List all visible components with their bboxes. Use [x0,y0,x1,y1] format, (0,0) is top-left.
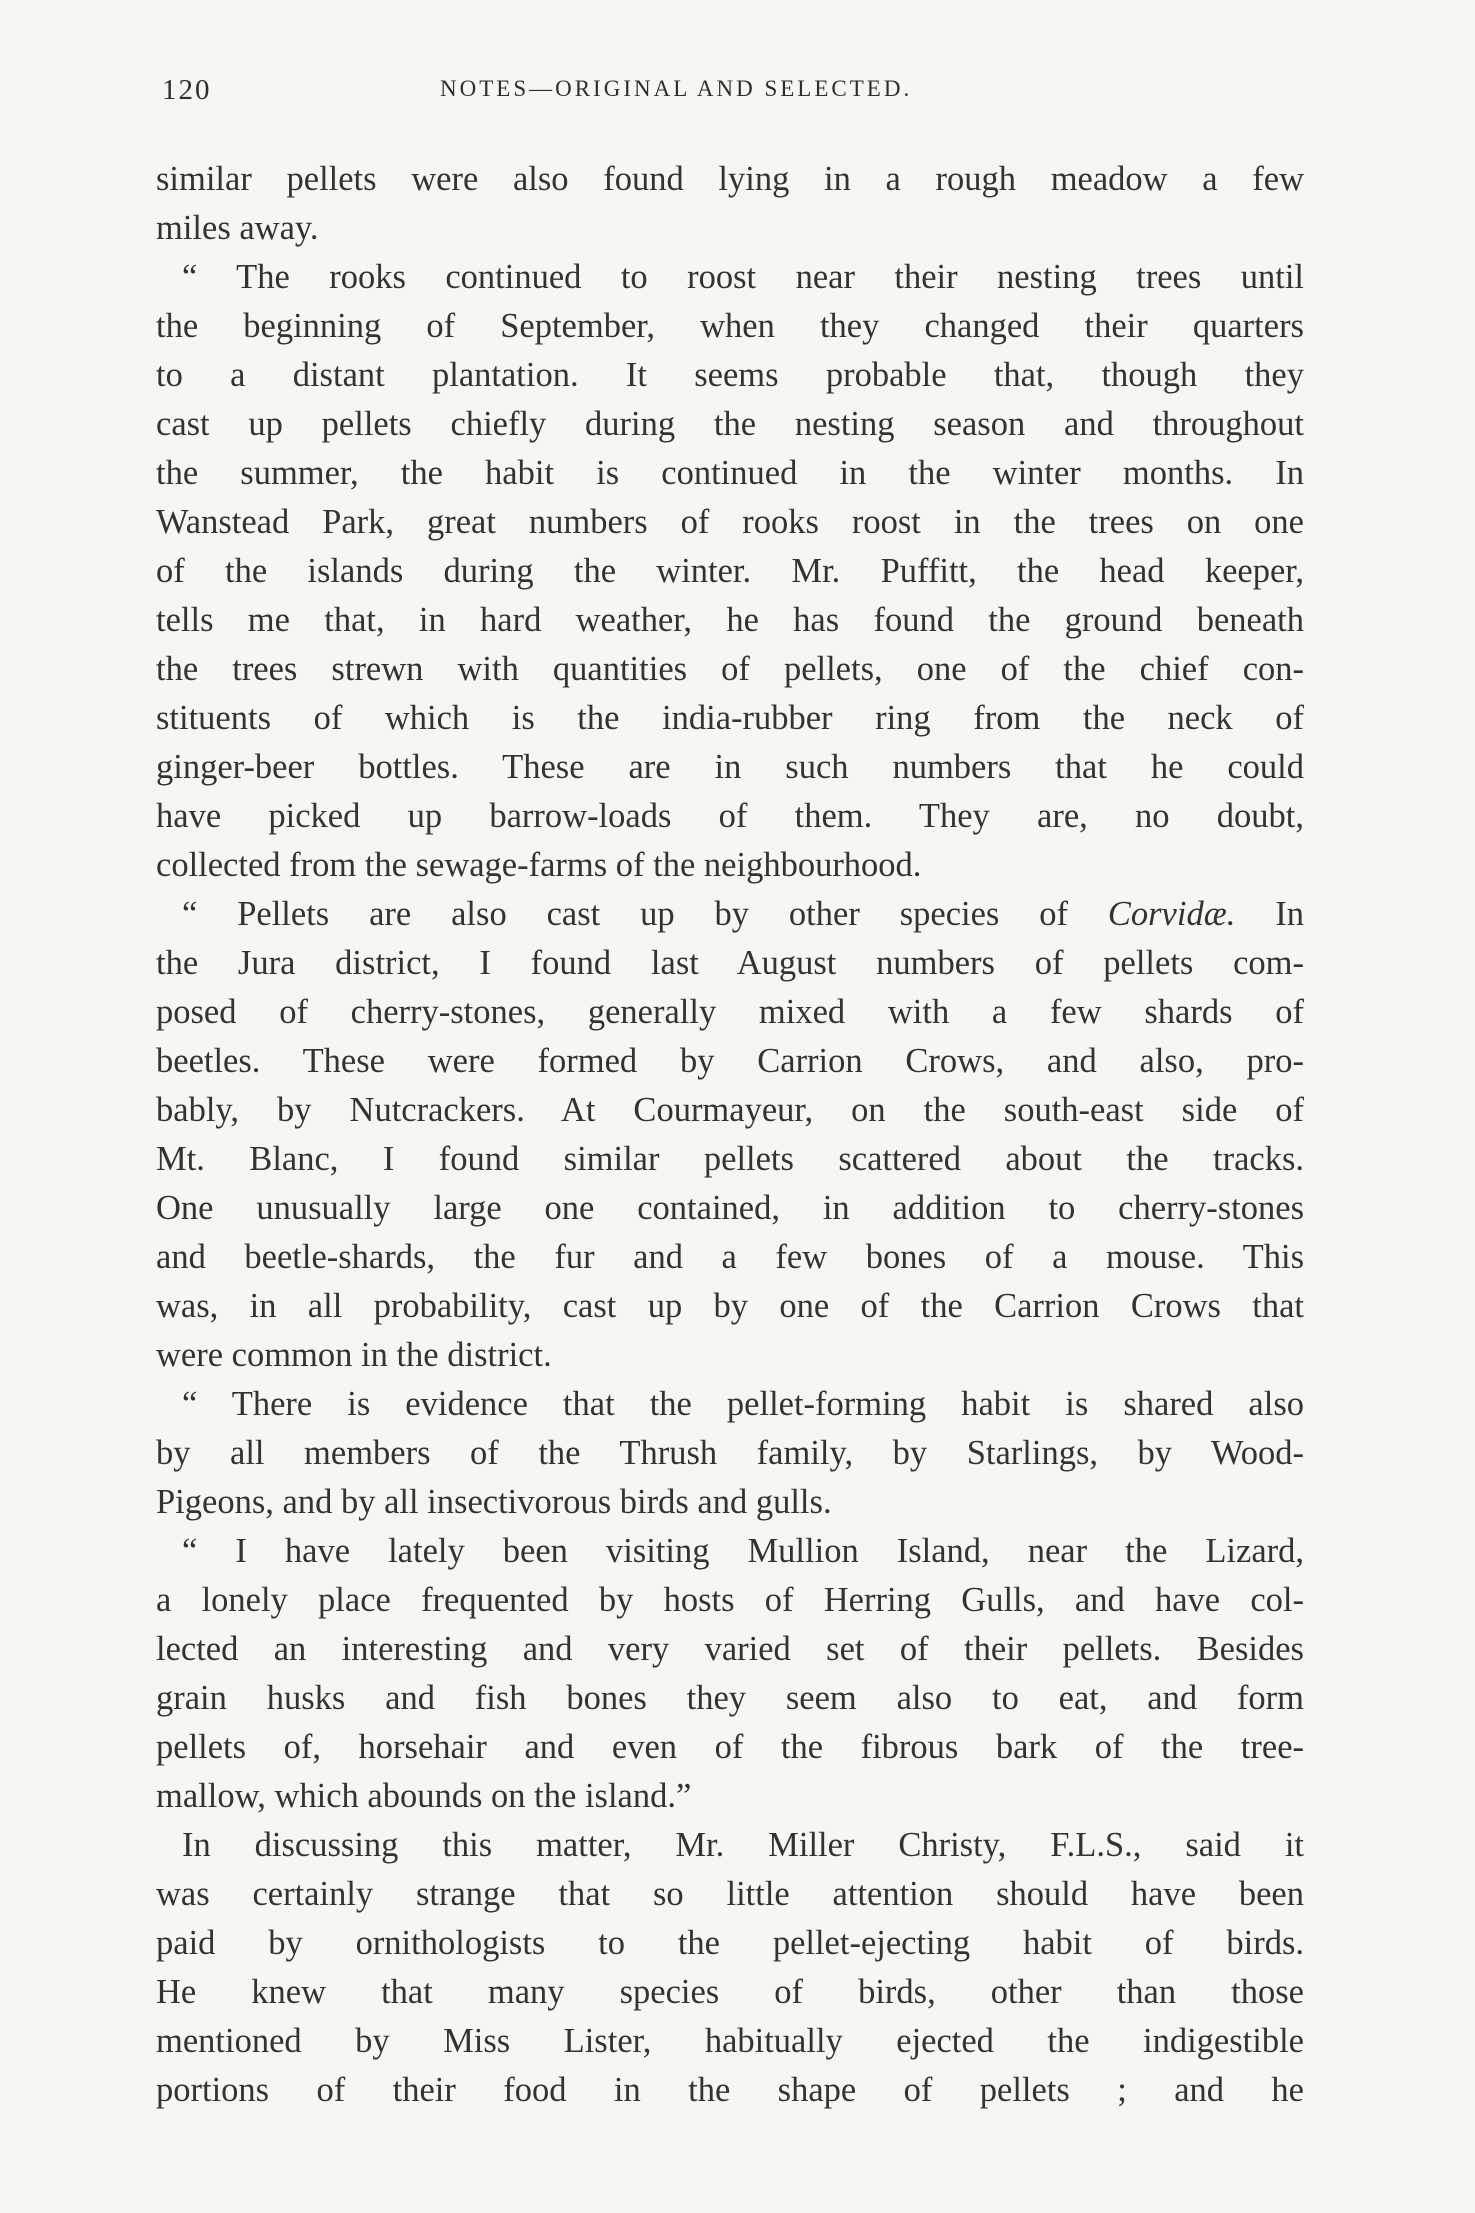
text-line: “ I have lately been visiting Mullion Island, near the Lizard, [182,1532,1304,1570]
text-line: grain husks and fish bones they seem also to eat, and form [156,1679,1304,1717]
text-line: similar pellets were also found lying in a rough meadow a few [156,160,1304,198]
text-line: the trees strewn with quantities of pellets, one of the chief con- [156,650,1304,688]
text-line: have picked up barrow-loads of them. They are, no doubt, [156,797,1304,835]
text-line: by all members of the Thrush family, by Starlings, by Wood- [156,1434,1304,1472]
text-line: the beginning of September, when they changed their quarters [156,307,1304,345]
text-line: was certainly strange that so little attention should have been [156,1875,1304,1913]
text-line: miles away. [156,209,319,247]
text-segment: “ Pellets are also cast up by other species of [182,895,1108,933]
text-line: tells me that, in hard weather, he has found the ground beneath [156,601,1304,639]
text-segment: In [1235,895,1304,933]
paragraph-6 [156,1821,1304,2115]
paragraph-3 [156,890,1304,1380]
text-line: the Jura district, I found last August numbers of pellets com- [156,944,1304,982]
text-line: collected from the sewage-farms of the neighbourhood. [156,846,922,884]
paragraph-5 [156,1527,1304,1821]
text-line: stituents of which is the india-rubber ring from the neck of [156,699,1304,737]
text-line: mentioned by Miss Lister, habitually ejected the indigestible [156,2022,1304,2060]
text-line: paid by ornithologists to the pellet-ejecting habit of birds. [156,1924,1304,1962]
text-line: bably, by Nutcrackers. At Courmayeur, on the south-east side of [156,1091,1304,1129]
text-line: cast up pellets chiefly during the nesting season and throughout [156,405,1304,443]
text-line [156,890,1304,939]
body-text [156,155,1304,2115]
text-line: mallow, which abounds on the island.” [156,1777,692,1815]
text-line: were common in the district. [156,1336,552,1374]
text-line: pellets of, horsehair and even of the fibrous bark of the tree- [156,1728,1304,1766]
text-line: Wanstead Park, great numbers of rooks roost in the trees on one [156,503,1304,541]
text-line: One unusually large one contained, in addition to cherry-stones [156,1189,1304,1227]
text-line: “ There is evidence that the pellet-forming habit is shared also [182,1385,1304,1423]
text-line: portions of their food in the shape of pellets ; and he [156,2071,1304,2109]
text-line: He knew that many species of birds, other than those [156,1973,1304,2011]
text-line: the summer, the habit is continued in the winter months. In [156,454,1304,492]
paragraph-2 [156,253,1304,890]
italic-term: Corvidæ. [1107,895,1236,933]
text-line: Pigeons, and by all insectivorous birds and gulls. [156,1483,832,1521]
paragraph-1 [156,155,1304,253]
page-header [160,74,1310,114]
text-line: beetles. These were formed by Carrion Crows, and also, pro- [156,1042,1304,1080]
text-line: a lonely place frequented by hosts of Herring Gulls, and have col- [156,1581,1304,1619]
text-line: of the islands during the winter. Mr. Puffitt, the head keeper, [156,552,1304,590]
text-line: “ The rooks continued to roost near their nesting trees until [182,258,1304,296]
text-line: posed of cherry-stones, generally mixed with a few shards of [156,993,1304,1031]
text-line: to a distant plantation. It seems probable that, though they [156,356,1304,394]
text-line: Mt. Blanc, I found similar pellets scattered about the tracks. [156,1140,1304,1178]
text-line: was, in all probability, cast up by one of the Carrion Crows that [156,1287,1304,1325]
running-head: NOTES—ORIGINAL AND SELECTED. [440,76,913,101]
text-line: ginger-beer bottles. These are in such numbers that he could [156,748,1304,786]
text-line: and beetle-shards, the fur and a few bones of a mouse. This [156,1238,1304,1276]
paragraph-4 [156,1380,1304,1527]
text-line: In discussing this matter, Mr. Miller Christy, F.L.S., said it [182,1826,1304,1864]
text-line: lected an interesting and very varied set of their pellets. Besides [156,1630,1304,1668]
page-number: 120 [162,74,212,106]
